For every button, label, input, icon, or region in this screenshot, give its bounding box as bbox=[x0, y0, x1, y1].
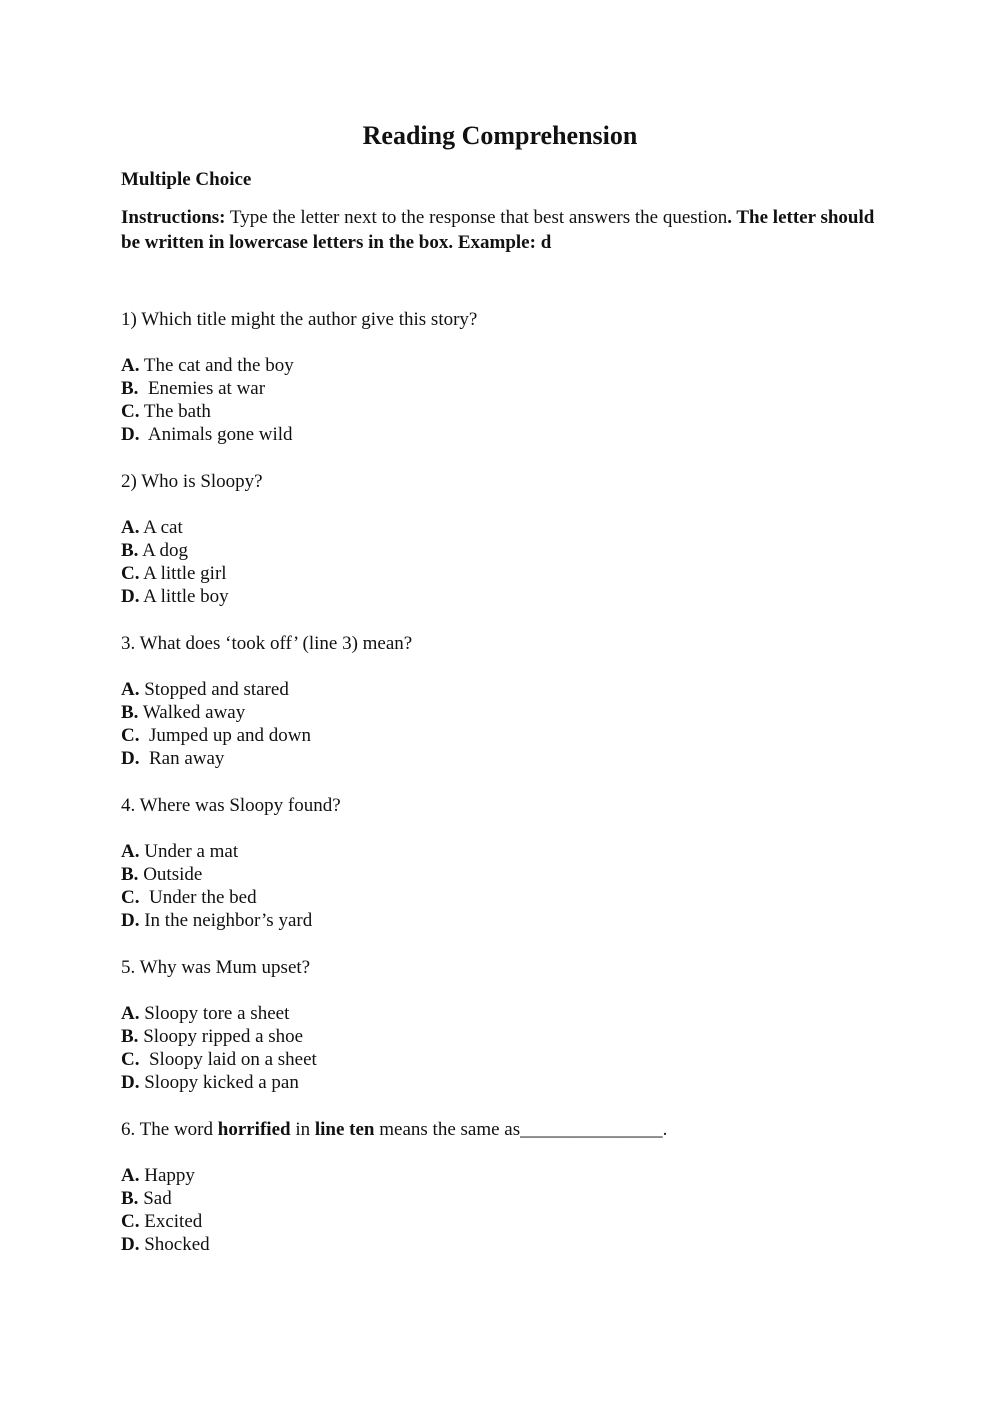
option-text: Outside bbox=[138, 864, 203, 885]
prompt-bold-word: line ten bbox=[314, 1119, 375, 1140]
question-6-option-b bbox=[121, 1187, 172, 1211]
option-text: Ran away bbox=[139, 748, 225, 769]
option-letter: C. bbox=[121, 563, 140, 584]
option-text: Happy bbox=[139, 1165, 195, 1186]
option-text: Jumped up and down bbox=[139, 725, 311, 746]
option-text: Under a mat bbox=[139, 841, 239, 862]
option-letter: B. bbox=[121, 702, 139, 723]
question-2-option-d bbox=[121, 585, 229, 609]
question-5-prompt: 5. Why was Mum upset? bbox=[121, 957, 311, 978]
option-text: A little boy bbox=[139, 586, 229, 607]
question-3-option-a bbox=[121, 678, 289, 702]
instructions-text: Type the letter next to the response that best answers the question bbox=[225, 207, 728, 228]
option-letter: C. bbox=[121, 1049, 140, 1070]
option-letter: B. bbox=[121, 864, 139, 885]
question-3-prompt: 3. What does ‘took off’ (line 3) mean? bbox=[121, 633, 413, 654]
prompt-part: 6. The word bbox=[121, 1119, 218, 1140]
question-3-option-b bbox=[121, 701, 245, 725]
option-text: Walked away bbox=[138, 702, 246, 723]
prompt-part: means the same as_______________. bbox=[374, 1119, 668, 1140]
instructions-label: Instructions: bbox=[121, 207, 226, 228]
option-letter: D. bbox=[121, 586, 140, 607]
prompt-part: in bbox=[290, 1119, 315, 1140]
prompt-bold-word: horrified bbox=[217, 1119, 291, 1140]
question-1-option-b bbox=[121, 377, 265, 401]
question-4-option-c bbox=[121, 886, 257, 910]
option-letter: D. bbox=[121, 748, 140, 769]
question-6-option-d bbox=[121, 1233, 210, 1257]
question-6-option-c bbox=[121, 1210, 202, 1234]
option-text: The cat and the boy bbox=[139, 355, 294, 376]
question-1-option-c bbox=[121, 400, 211, 424]
option-letter: B. bbox=[121, 1188, 139, 1209]
option-letter: B. bbox=[121, 378, 139, 399]
option-letter: A. bbox=[121, 1003, 140, 1024]
instructions bbox=[121, 205, 881, 255]
option-letter: B. bbox=[121, 1026, 139, 1047]
option-letter: D. bbox=[121, 1072, 140, 1093]
option-letter: B. bbox=[121, 540, 139, 561]
option-text: Excited bbox=[139, 1211, 203, 1232]
question-2-option-b bbox=[121, 539, 188, 563]
instructions-bold-text: . The letter should be written in lowercase letters in the box. Example: d bbox=[121, 207, 875, 253]
option-letter: D. bbox=[121, 424, 140, 445]
option-letter: A. bbox=[121, 355, 140, 376]
option-letter: C. bbox=[121, 401, 140, 422]
option-letter: C. bbox=[121, 887, 140, 908]
question-1-option-d bbox=[121, 423, 293, 447]
option-text: Sloopy laid on a sheet bbox=[139, 1049, 317, 1070]
question-5-option-d bbox=[121, 1071, 299, 1095]
option-text: Stopped and stared bbox=[139, 679, 289, 700]
question-2-prompt: 2) Who is Sloopy? bbox=[121, 471, 263, 492]
question-4-prompt: 4. Where was Sloopy found? bbox=[121, 795, 341, 816]
option-text: A dog bbox=[138, 540, 189, 561]
question-1-option-a bbox=[121, 354, 294, 378]
option-text: Sloopy tore a sheet bbox=[139, 1003, 290, 1024]
question-5-option-c bbox=[121, 1048, 317, 1072]
option-text: Sloopy kicked a pan bbox=[139, 1072, 299, 1093]
option-letter: A. bbox=[121, 517, 140, 538]
question-4-option-b bbox=[121, 863, 202, 887]
option-letter: D. bbox=[121, 1234, 140, 1255]
question-5-option-b bbox=[121, 1025, 303, 1049]
option-text: Enemies at war bbox=[138, 378, 266, 399]
option-text: Shocked bbox=[139, 1234, 210, 1255]
question-6-option-a bbox=[121, 1164, 195, 1188]
option-letter: A. bbox=[121, 841, 140, 862]
option-text: The bath bbox=[139, 401, 211, 422]
option-text: A cat bbox=[139, 517, 183, 538]
option-letter: C. bbox=[121, 725, 140, 746]
option-letter: A. bbox=[121, 679, 140, 700]
option-text: Sloopy ripped a shoe bbox=[138, 1026, 304, 1047]
page-title: Reading Comprehension bbox=[362, 121, 638, 150]
question-2-option-c bbox=[121, 562, 227, 586]
option-text: Sad bbox=[138, 1188, 172, 1209]
question-4-option-a bbox=[121, 840, 238, 864]
option-text: In the neighbor’s yard bbox=[139, 910, 313, 931]
question-6-prompt bbox=[121, 1118, 667, 1142]
question-3-option-d bbox=[121, 747, 224, 771]
question-4-option-d bbox=[121, 909, 312, 933]
question-3-option-c bbox=[121, 724, 311, 748]
option-letter: D. bbox=[121, 910, 140, 931]
option-text: A little girl bbox=[139, 563, 227, 584]
question-1-prompt: 1) Which title might the author give this story? bbox=[121, 309, 478, 330]
question-5-option-a bbox=[121, 1002, 289, 1026]
section-subtitle: Multiple Choice bbox=[121, 169, 252, 190]
question-2-option-a bbox=[121, 516, 183, 540]
option-letter: A. bbox=[121, 1165, 140, 1186]
option-letter: C. bbox=[121, 1211, 140, 1232]
option-text: Under the bed bbox=[139, 887, 257, 908]
option-text: Animals gone wild bbox=[139, 424, 293, 445]
